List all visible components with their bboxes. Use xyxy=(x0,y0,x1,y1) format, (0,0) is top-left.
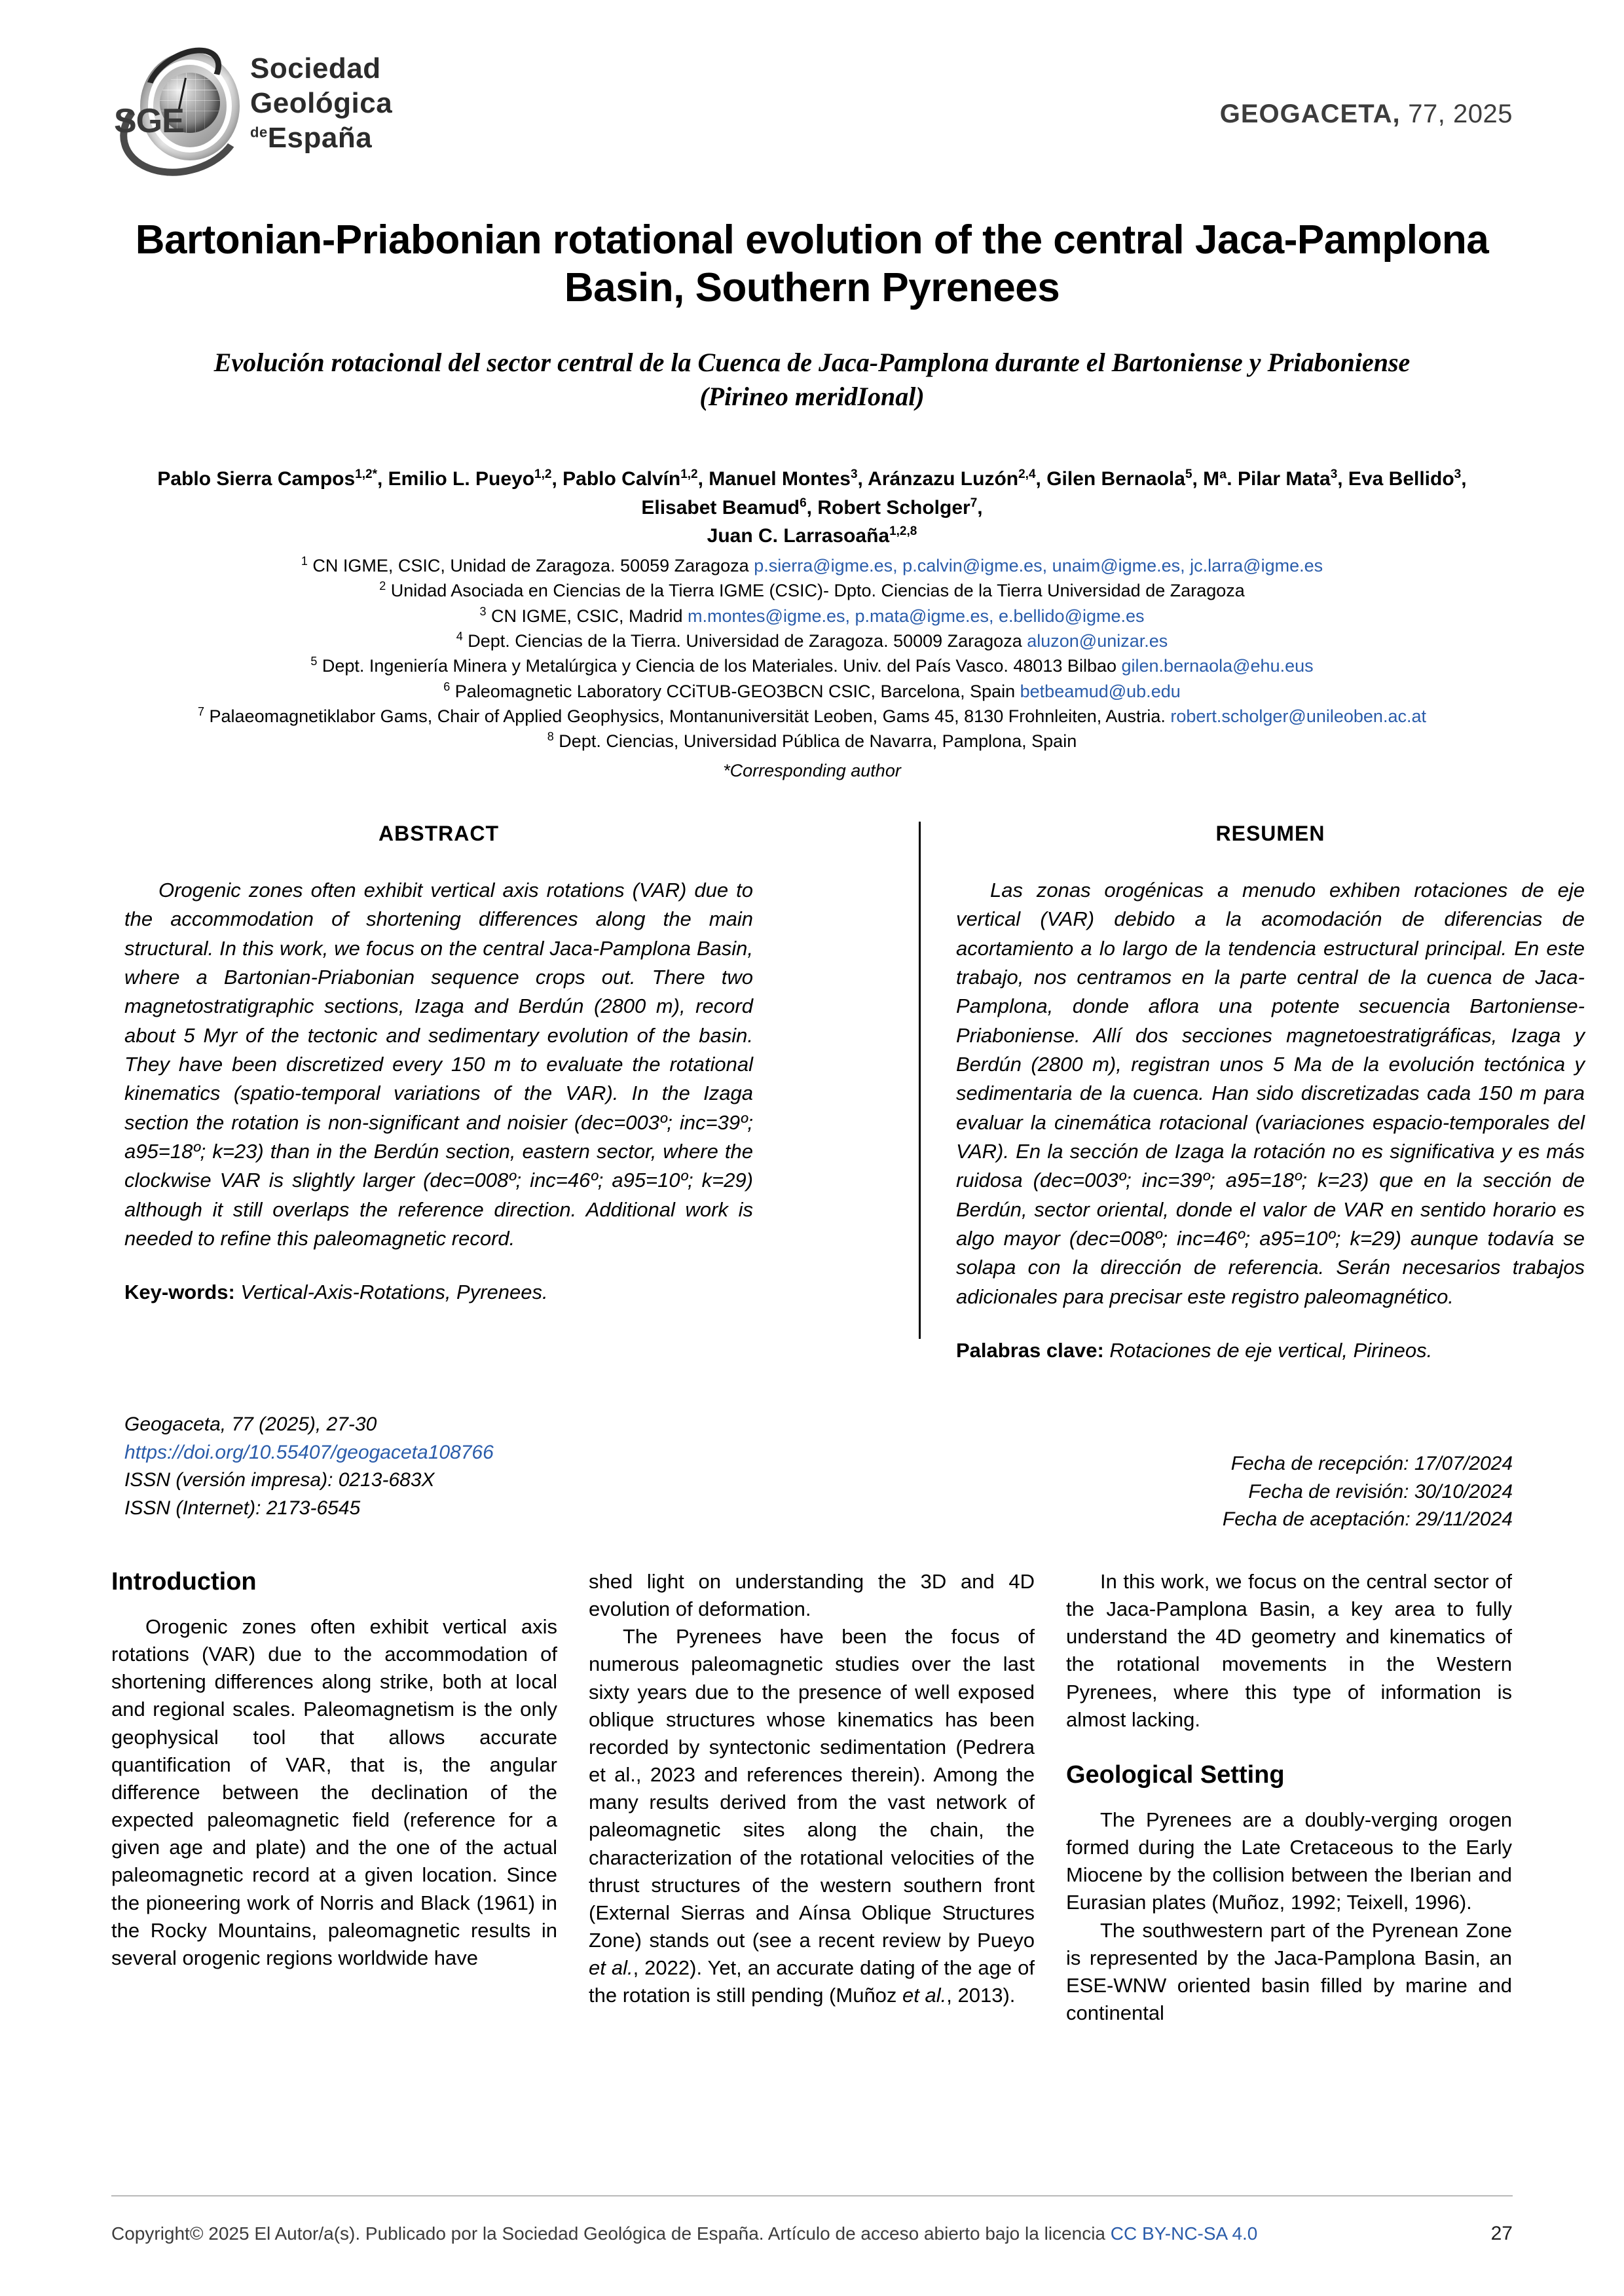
affiliation-item: $^4$ Dept. Ciencias de la Tierra. Universidad de Zaragoza. 50009 Zaragoza aluzon@unizar.es xyxy=(456,629,1168,651)
citation-reference: Geogaceta, 77 (2025), 27-30 xyxy=(124,1413,377,1435)
keywords-value: Vertical-Axis-Rotations, Pyrenees. xyxy=(234,1281,548,1304)
page-title: Bartonian-Priabonian rotational evolution of the central Jaca-Pamplona Basin, Southern Pyrenees xyxy=(135,217,1489,311)
abstract-column-spanish xyxy=(956,822,1585,1362)
subtitle-line-2: (Pirineo meridIonal) xyxy=(699,382,925,412)
affiliation-item: $^6$ Paleomagnetic Laboratory CCiTUB-GEO3BCN CSIC, Barcelona, Spain betbeamud@ub.edu xyxy=(443,680,1181,701)
citation-block xyxy=(124,1411,779,1522)
footer-divider xyxy=(111,2195,1513,2196)
affiliation-item: $^5$ Dept. Ingeniería Minera y Metalúrgica y Ciencia de los Materiales. Univ. del País Vasco. 48013 Bilbao gilen.bernaola@ehu.eus xyxy=(310,655,1314,676)
affiliation-item: $^3$ CN IGME, CSIC, Madrid m.montes@igme.es, p.mata@igme.es, e.bellido@igme.es xyxy=(479,604,1145,626)
sge-acronym: SGE xyxy=(114,102,184,140)
issn-online: ISSN (Internet): 2173-6545 xyxy=(124,1497,361,1519)
palabras-clave-value: Rotaciones de eje vertical, Pirineos. xyxy=(1103,1338,1433,1362)
journal-issue-year: 77, 2025 xyxy=(1400,100,1513,128)
corresponding-author-note: *Corresponding author xyxy=(723,760,901,780)
body-columns xyxy=(111,1568,1513,2144)
body-column-3 xyxy=(1066,1568,1512,2144)
palabras-clave-label: Palabras clave: xyxy=(956,1338,1104,1362)
affiliation-item: $^7$ Palaeomagnetiklabor Gams, Chair of Applied Geophysics, Montanuniversität Leoben, Gams 45, 8130 Frohnleiten, Austria. robert.scholger@unileoben.ac.at xyxy=(198,704,1426,726)
doi-link[interactable]: https://doi.org/10.55407/geogaceta108766 xyxy=(124,1441,494,1463)
section-heading-geological-setting: Geological Setting xyxy=(1066,1760,1285,1789)
affiliation-item: $^1$ CN IGME, CSIC, Unidad de Zaragoza. 50059 Zaragoza p.sierra@igme.es, p.calvin@igme.es, unaim@igme.es, jc.larra@igme.es xyxy=(301,555,1323,575)
page-footer xyxy=(111,2223,1513,2245)
date-accepted: Fecha de aceptación: 29/11/2024 xyxy=(1222,1508,1513,1531)
author-list xyxy=(131,465,1493,551)
submission-dates xyxy=(858,1450,1513,1534)
resumen-text: Las zonas orogénicas a menudo exhiben rotaciones de eje vertical (VAR) debido a la acomodación de diferencias de acortamiento a lo largo de la tendencia estructural principal. En este trabajo, nos centramos en la parte central de la cuenca de Jaca-Pamplona, donde aflora una potente secuencia Bartoniense-Priaboniense. Allí dos secciones magnetoestratigráficas, Izaga y Berdún (2800 m), registran unos 5 Ma de la evolución tectónica y sedimentaria de la cuenca. Han sido discretizadas cada 150 m para evaluar la cinemática rotacional (variaciones espacio-temporales del VAR). En la sección de Izaga la rotación no es significativa y es más ruidosa (dec=003º; inc=39º; a95=18º; k=23) que en la sección de Berdún, sector oriental, donde el valor de VAR en sentido horario es algo mayor (dec=008º; inc=46º; a95=10º; k=29) aunque todavía se solapa con la dirección de referencia. Serán necesarios trabajos adicionales para precisar este registro paleomagnético. xyxy=(956,879,1585,1308)
page-subtitle-spanish xyxy=(131,346,1493,414)
section-heading-introduction: Introduction xyxy=(111,1568,257,1595)
affiliation-item: $^2$ Unidad Asociada en Ciencias de la Tierra IGME (CSIC)- Dpto. Ciencias de la Tierra Universidad de Zaragoza xyxy=(379,579,1245,601)
abstract-area xyxy=(111,822,1585,1362)
author-line-1: Pablo Sierra Campos$^{1,2*}$, Emilio L. Pueyo$^{1,2}$, Pablo Calvín$^{1,2}$, Manuel Montes$^3$, Aránzazu Luzón$^{2,4}$, Gilen Bernaola$^5$, Mª. Pilar Mata$^3$, Eva Bellido$^3$, Elisabet Beamud$^6$, Robert Scholger$^7$, xyxy=(157,467,1467,519)
page-number: 27 xyxy=(1490,2223,1513,2244)
abstract-text: Orogenic zones often exhibit vertical axis rotations (VAR) due to the accommodation of shortening differences along the main structural. In this work, we focus on the central Jaca-Pamplona Basin, where a Bartonian-Priabonian sequence crops out. There two magnetostratigraphic sections, Izaga and Berdún (2800 m), record about 5 Myr of the tectonic and sedimentary evolution of the basin. They have been discretized every 150 m to evaluate the rotational kinematics (spatio-temporal variations of the VAR). In the Izaga section the rotation is non-significant and noisier (dec=003º; inc=39º; a95=18º; k=23) than in the Berdún section, eastern sector, where the clockwise VAR is slightly larger (dec=008º; inc=46º; a95=10º; k=29) although it still overlaps the reference direction. Additional work is needed to refine this paleomagnetic record. xyxy=(124,879,753,1250)
paragraph: In this work, we focus on the central sector of the Jaca-Pamplona Basin, a key area to fully understand the 4D geometry and kinematics of the rotational movements in the Western Pyrenees, where this type of information is almost lacking. xyxy=(1066,1570,1512,1731)
copyright-notice xyxy=(111,2223,1257,2244)
sge-line-espana: $^{de}$España xyxy=(250,122,373,154)
date-received: Fecha de recepción: 17/07/2024 xyxy=(1230,1453,1513,1474)
author-line-2: Juan C. Larrasoaña$^{1,2,8}$ xyxy=(707,524,917,547)
journal-name: GEOGACETA, xyxy=(1219,100,1401,128)
paragraph: Orogenic zones often exhibit vertical axis rotations (VAR) due to the accommodation of shortening differences along strike, both at local and regional scales. Paleomagnetism is the only geophysical tool that allows accurate quantification of VAR, that is, the angular difference between the declination of the expected paleomagnetic field (reference for a given age and plate) and the one of the actual paleomagnetic record at a given location. Since the pioneering work of Norris and Black (1961) in the Rocky Mountains, paleomagnetic results in several orogenic regions worldwide have xyxy=(111,1615,557,1969)
journal-citation-header xyxy=(1220,100,1513,129)
sge-line-geologica: Geológica xyxy=(250,87,393,119)
keywords-english xyxy=(124,1281,753,1304)
paragraph: The southwestern part of the Pyrenean Zone is represented by the Jaca-Pamplona Basin, an ESE-WNW oriented basin filled by marine and continental xyxy=(1066,1918,1512,2025)
affiliation-list xyxy=(131,553,1493,783)
copyright-text: Copyright© 2025 El Autor/a(s). Publicado por la Sociedad Geológica de España. Artículo de acceso abierto bajo la licencia xyxy=(111,2223,1111,2244)
page-header xyxy=(0,0,1624,196)
issn-print: ISSN (versión impresa): 0213-683X xyxy=(124,1469,435,1491)
abstract-divider xyxy=(919,822,921,1339)
resumen-heading: RESUMEN xyxy=(1215,822,1325,845)
sge-logo-mark-icon xyxy=(111,49,236,164)
abstract-heading: ABSTRACT xyxy=(378,822,499,845)
paragraph: The Pyrenees have been the focus of numerous paleomagnetic studies over the last sixty years due to the presence of well exposed oblique structures whose kinematics has been recorded by syntectonic sedimentation (Pedrera et al., 2023 and references therein). Among the many results derived from the vast network of paleomagnetic sites along the chain, the characterization of the rotational velocities of the thrust structures of the western southern front (External Sierras and Aínsa Oblique Structures Zone) stands out (see a recent review by Pueyo et al., 2022). Yet, an accurate dating of the age of the rotation is still pending (Muñoz et al., 2013). xyxy=(589,1625,1035,2007)
sge-logo-wordmark xyxy=(250,54,392,158)
body-column-1 xyxy=(111,1568,557,2144)
subtitle-line-1: Evolución rotacional del sector central de la Cuenca de Jaca-Pamplona durante el Bartoniense y Priaboniense xyxy=(213,348,1411,378)
date-revised: Fecha de revisión: 30/10/2024 xyxy=(1248,1480,1513,1503)
keywords-spanish xyxy=(956,1339,1585,1362)
keywords-label: Key-words: xyxy=(124,1281,235,1304)
sge-logo xyxy=(111,49,392,164)
title-block xyxy=(131,216,1493,414)
license-link[interactable]: CC BY-NC-SA 4.0 xyxy=(1110,2223,1258,2244)
paragraph: shed light on understanding the 3D and 4D evolution of deformation. xyxy=(589,1570,1035,1621)
abstract-column-english xyxy=(124,822,753,1304)
affiliation-item: $^8$ Dept. Ciencias, Universidad Pública de Navarra, Pamplona, Spain xyxy=(547,730,1077,752)
body-column-2 xyxy=(589,1568,1035,2144)
sge-line-sociedad: Sociedad xyxy=(250,52,381,84)
paragraph: The Pyrenees are a doubly-verging orogen formed during the Late Cretaceous to the Early Miocene by the collision between the Iberian and Eurasian plates (Muñoz, 1992; Teixell, 1996). xyxy=(1066,1808,1512,1914)
